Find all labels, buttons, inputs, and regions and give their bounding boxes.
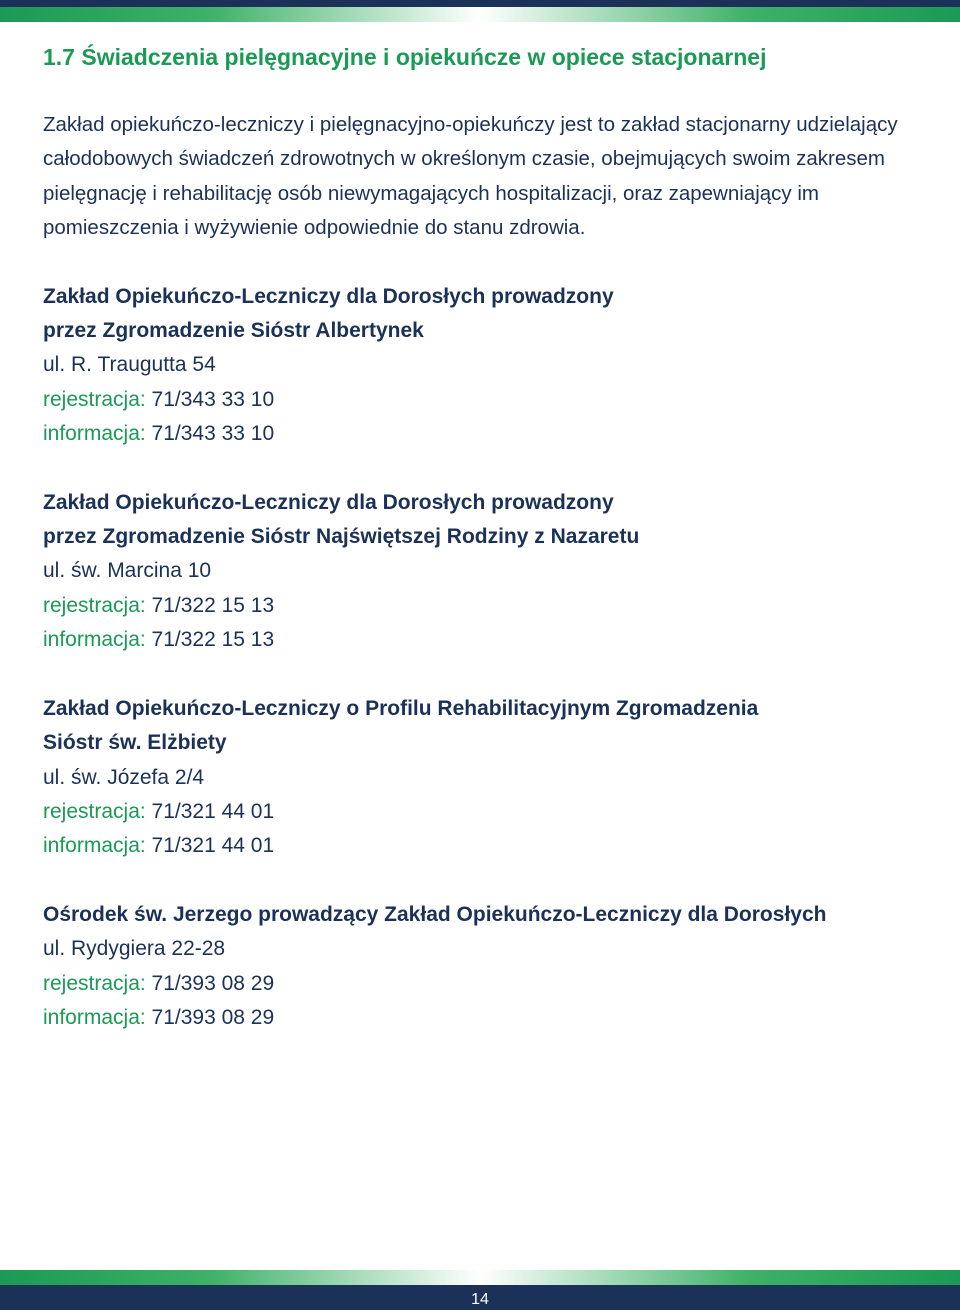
registration-phone: 71/393 08 29	[151, 971, 275, 995]
registration-phone: 71/322 15 13	[151, 593, 275, 617]
facility-name-line: przez Zgromadzenie Sióstr Albertynek	[43, 319, 424, 343]
facility-entry	[43, 898, 933, 1036]
top-decorative-band	[0, 0, 960, 22]
information-label: informacja:	[43, 422, 146, 446]
section-heading: 1.7 Świadczenia pielęgnacyjne i opiekuńcze w opiece stacjonarnej	[43, 44, 767, 70]
registration-line	[43, 383, 933, 417]
facility-entry	[43, 692, 933, 864]
information-phone: 71/321 44 01	[151, 834, 275, 858]
registration-label: rejestracja:	[43, 971, 146, 995]
facility-address: ul. R. Traugutta 54	[43, 353, 216, 377]
facility-name	[43, 692, 933, 761]
facility-name-line: przez Zgromadzenie Sióstr Najświętszej Rodziny z Nazaretu	[43, 525, 640, 549]
registration-line	[43, 795, 933, 829]
registration-label: rejestracja:	[43, 593, 146, 617]
information-line	[43, 623, 933, 657]
registration-line	[43, 589, 933, 623]
top-green-gradient-stripe	[0, 7, 960, 22]
facility-name-line: Sióstr św. Elżbiety	[43, 731, 227, 755]
facility-address: ul. św. Józefa 2/4	[43, 765, 205, 789]
information-label: informacja:	[43, 834, 146, 858]
bottom-green-gradient-stripe	[0, 1270, 960, 1285]
registration-phone: 71/343 33 10	[151, 387, 275, 411]
facility-name-line: Zakład Opiekuńczo-Leczniczy o Profilu Rehabilitacyjnym Zgromadzenia	[43, 696, 759, 720]
facility-name	[43, 898, 933, 932]
facility-name	[43, 280, 933, 349]
information-label: informacja:	[43, 628, 146, 652]
top-navy-stripe	[0, 0, 960, 7]
registration-label: rejestracja:	[43, 799, 146, 823]
page-content	[43, 40, 933, 1035]
information-phone: 71/343 33 10	[151, 422, 275, 446]
registration-phone: 71/321 44 01	[151, 799, 275, 823]
registration-line	[43, 967, 933, 1001]
facility-entry	[43, 280, 933, 452]
facility-name-line: Zakład Opiekuńczo-Leczniczy dla Dorosłych prowadzony	[43, 490, 614, 514]
facility-name-line: Ośrodek św. Jerzego prowadzący Zakład Opiekuńczo-Leczniczy dla Dorosłych	[43, 902, 827, 926]
information-line	[43, 829, 933, 863]
information-phone: 71/322 15 13	[151, 628, 275, 652]
facility-entry	[43, 486, 933, 658]
registration-label: rejestracja:	[43, 387, 146, 411]
page-number: 14	[471, 1291, 489, 1308]
facility-name-line: Zakład Opiekuńczo-Leczniczy dla Dorosłych prowadzony	[43, 284, 614, 308]
information-line	[43, 1001, 933, 1035]
facility-address: ul. Rydygiera 22-28	[43, 937, 226, 961]
information-phone: 71/393 08 29	[151, 1005, 275, 1029]
information-label: informacja:	[43, 1005, 146, 1029]
facility-name	[43, 486, 933, 555]
facility-address: ul. św. Marcina 10	[43, 559, 212, 583]
intro-paragraph: Zakład opiekuńczo-leczniczy i pielęgnacyjno-opiekuńczy jest to zakład stacjonarny udzielający całodobowych świadczeń zdrowotnych w określonym czasie, obejmujących swoim zakresem pielęgnację i rehabilitację osób niewymagających hospitalizacji, oraz zapewniający im pomieszczenia i wyżywienie odpowiednie do stanu zdrowia.	[43, 113, 898, 240]
information-line	[43, 417, 933, 451]
